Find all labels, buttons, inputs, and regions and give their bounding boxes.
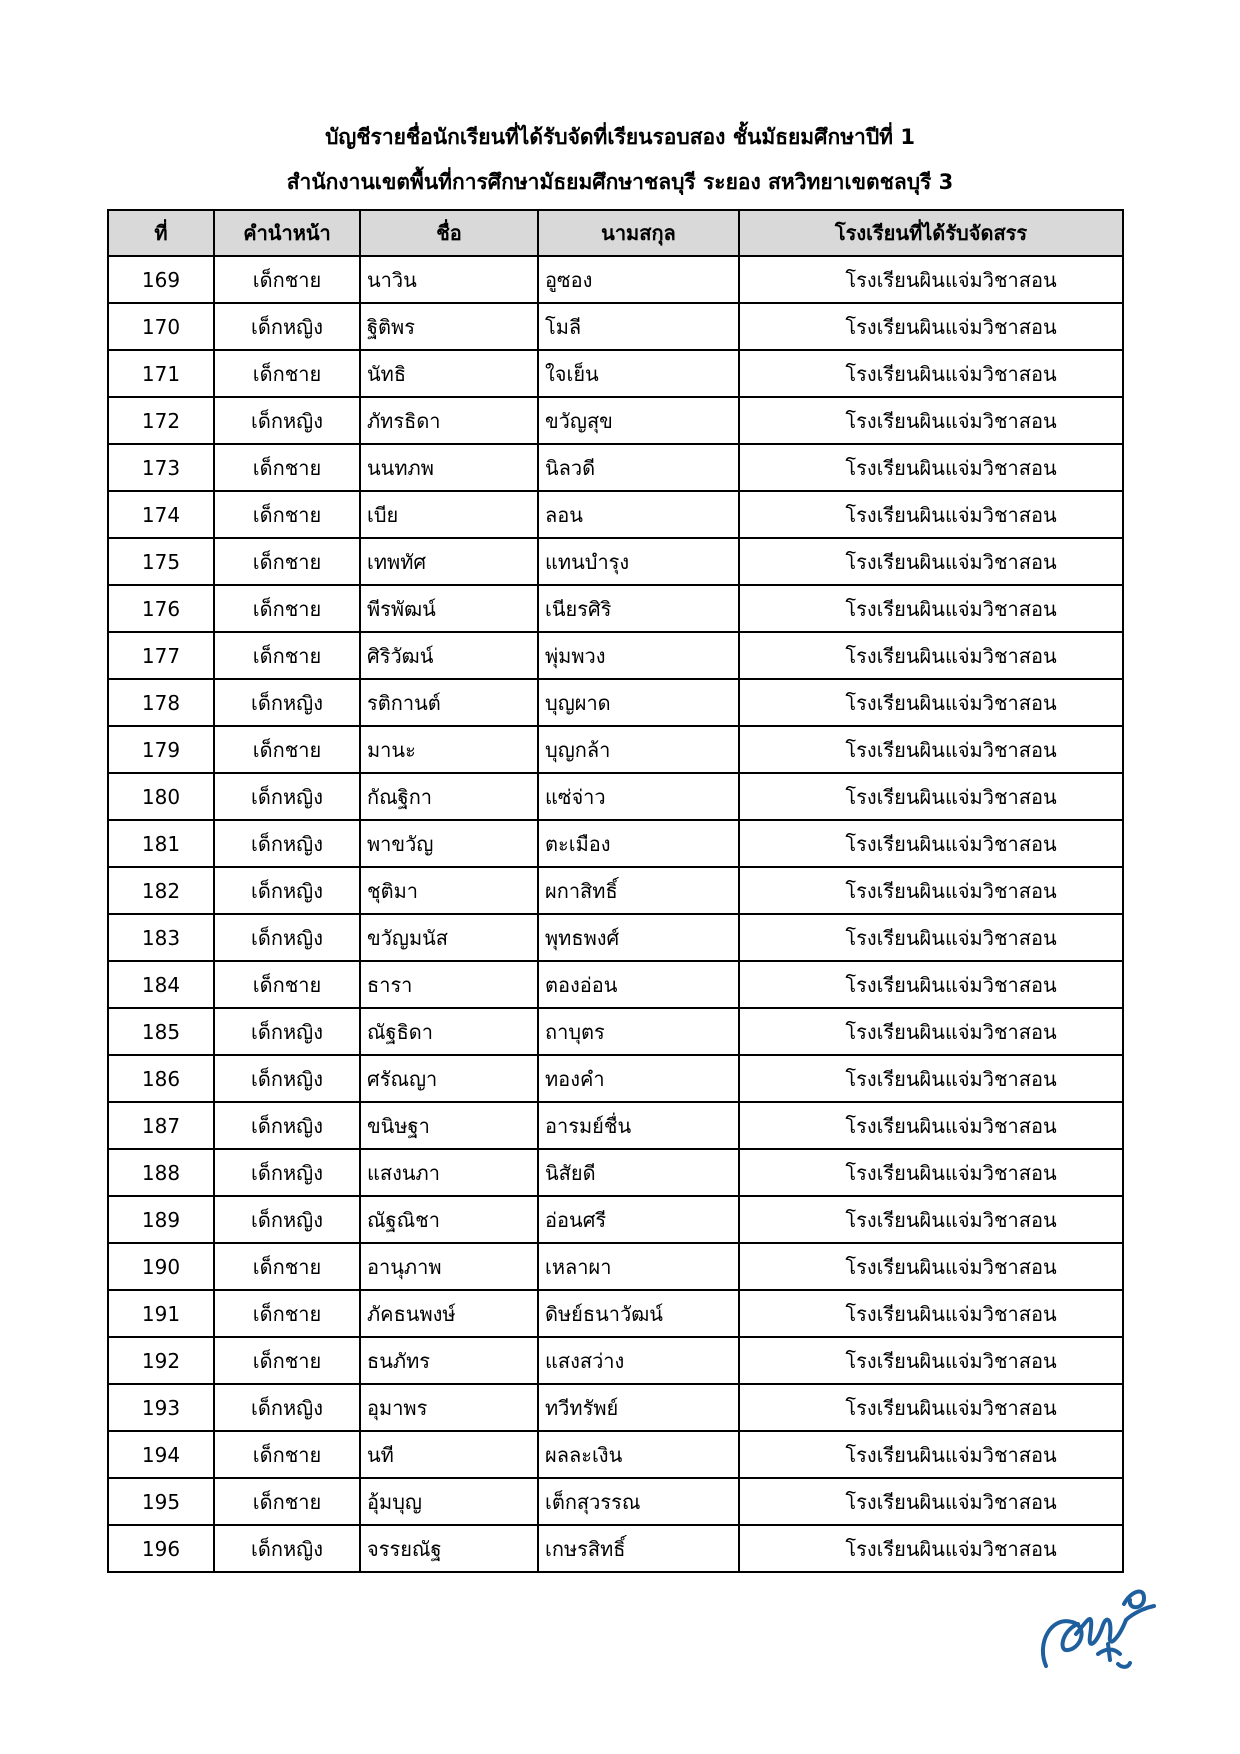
row-first-name: ศรัณญา: [360, 1055, 538, 1102]
table-row: [108, 350, 1123, 397]
row-number: 184: [108, 961, 214, 1008]
row-last-name: แสงสว่าง: [538, 1337, 739, 1384]
row-last-name: อ่อนศรี: [538, 1196, 739, 1243]
row-last-name: ตะเมือง: [538, 820, 739, 867]
row-number: 179: [108, 726, 214, 773]
row-number: 175: [108, 538, 214, 585]
table-row: [108, 1478, 1123, 1525]
row-school: โรงเรียนผินแจ่มวิชาสอน: [739, 1243, 1123, 1290]
row-last-name: ตองอ่อน: [538, 961, 739, 1008]
row-school: โรงเรียนผินแจ่มวิชาสอน: [739, 538, 1123, 585]
student-list-table: [107, 209, 1124, 1573]
table-row: [108, 867, 1123, 914]
row-first-name: ชุติมา: [360, 867, 538, 914]
row-first-name: ขวัญมนัส: [360, 914, 538, 961]
row-prefix: เด็กหญิง: [214, 820, 360, 867]
row-last-name: อารมย์ชื่น: [538, 1102, 739, 1149]
table-row: [108, 444, 1123, 491]
row-number: 187: [108, 1102, 214, 1149]
row-last-name: ใจเย็น: [538, 350, 739, 397]
row-number: 169: [108, 256, 214, 303]
row-prefix: เด็กหญิง: [214, 1149, 360, 1196]
document-title: บัญชีรายชื่อนักเรียนที่ได้รับจัดที่เรียนรอบสอง ชั้นมัธยมศึกษาปีที่ 1: [325, 125, 915, 149]
table-row: [108, 1431, 1123, 1478]
row-last-name: แทนบำรุง: [538, 538, 739, 585]
row-prefix: เด็กหญิง: [214, 1055, 360, 1102]
table-row: [108, 256, 1123, 303]
row-school: โรงเรียนผินแจ่มวิชาสอน: [739, 1525, 1123, 1572]
row-last-name: พุทธพงศ์: [538, 914, 739, 961]
table-row: [108, 1525, 1123, 1572]
table-row: [108, 397, 1123, 444]
row-first-name: พาขวัญ: [360, 820, 538, 867]
table-row: [108, 1384, 1123, 1431]
row-school: โรงเรียนผินแจ่มวิชาสอน: [739, 1055, 1123, 1102]
table-row: [108, 773, 1123, 820]
table-row: [108, 679, 1123, 726]
row-first-name: ณัฐณิชา: [360, 1196, 538, 1243]
row-prefix: เด็กชาย: [214, 632, 360, 679]
row-number: 193: [108, 1384, 214, 1431]
row-first-name: กัณฐิกา: [360, 773, 538, 820]
row-prefix: เด็กหญิง: [214, 397, 360, 444]
table-row: [108, 1243, 1123, 1290]
header-prefix: คำนำหน้า: [214, 210, 360, 256]
row-number: 174: [108, 491, 214, 538]
header-first-name: ชื่อ: [360, 210, 538, 256]
row-school: โรงเรียนผินแจ่มวิชาสอน: [739, 867, 1123, 914]
table-header-row: [108, 210, 1123, 256]
row-first-name: อุมาพร: [360, 1384, 538, 1431]
row-first-name: เทพทัศ: [360, 538, 538, 585]
header-school: โรงเรียนที่ได้รับจัดสรร: [739, 210, 1123, 256]
row-first-name: ณัฐธิดา: [360, 1008, 538, 1055]
row-school: โรงเรียนผินแจ่มวิชาสอน: [739, 350, 1123, 397]
row-school: โรงเรียนผินแจ่มวิชาสอน: [739, 444, 1123, 491]
table-row: [108, 632, 1123, 679]
table-row: [108, 1149, 1123, 1196]
table-row: [108, 1290, 1123, 1337]
row-school: โรงเรียนผินแจ่มวิชาสอน: [739, 679, 1123, 726]
row-number: 183: [108, 914, 214, 961]
row-prefix: เด็กชาย: [214, 1243, 360, 1290]
row-prefix: เด็กหญิง: [214, 773, 360, 820]
row-prefix: เด็กหญิง: [214, 1525, 360, 1572]
row-number: 192: [108, 1337, 214, 1384]
row-last-name: ดิษย์ธนาวัฒน์: [538, 1290, 739, 1337]
row-prefix: เด็กหญิง: [214, 1008, 360, 1055]
row-last-name: โมลี: [538, 303, 739, 350]
row-school: โรงเรียนผินแจ่มวิชาสอน: [739, 820, 1123, 867]
row-prefix: เด็กชาย: [214, 1290, 360, 1337]
row-first-name: เบีย: [360, 491, 538, 538]
row-prefix: เด็กหญิง: [214, 679, 360, 726]
row-first-name: ฐิติพร: [360, 303, 538, 350]
table-row: [108, 538, 1123, 585]
table-row: [108, 491, 1123, 538]
table-row: [108, 1008, 1123, 1055]
row-prefix: เด็กหญิง: [214, 867, 360, 914]
row-first-name: ธนภัทร: [360, 1337, 538, 1384]
row-school: โรงเรียนผินแจ่มวิชาสอน: [739, 585, 1123, 632]
document-subtitle: สำนักงานเขตพื้นที่การศึกษามัธยมศึกษาชลบุรี ระยอง สหวิทยาเขตชลบุรี 3: [286, 170, 954, 194]
table-row: [108, 1196, 1123, 1243]
row-first-name: นัทธิ: [360, 350, 538, 397]
row-school: โรงเรียนผินแจ่มวิชาสอน: [739, 256, 1123, 303]
row-school: โรงเรียนผินแจ่มวิชาสอน: [739, 397, 1123, 444]
row-school: โรงเรียนผินแจ่มวิชาสอน: [739, 1196, 1123, 1243]
row-last-name: นิสัยดี: [538, 1149, 739, 1196]
row-last-name: เนียรศิริ: [538, 585, 739, 632]
row-prefix: เด็กชาย: [214, 1337, 360, 1384]
row-first-name: ภัคธนพงษ์: [360, 1290, 538, 1337]
row-first-name: อุ้มบุญ: [360, 1478, 538, 1525]
row-last-name: แซ่จ่าว: [538, 773, 739, 820]
table-row: [108, 914, 1123, 961]
row-number: 178: [108, 679, 214, 726]
table-row: [108, 820, 1123, 867]
table-row: [108, 1337, 1123, 1384]
row-number: 177: [108, 632, 214, 679]
row-number: 190: [108, 1243, 214, 1290]
row-prefix: เด็กชาย: [214, 444, 360, 491]
table-body: [108, 256, 1123, 1572]
row-last-name: ขวัญสุข: [538, 397, 739, 444]
row-number: 180: [108, 773, 214, 820]
row-prefix: เด็กชาย: [214, 538, 360, 585]
row-school: โรงเรียนผินแจ่มวิชาสอน: [739, 1149, 1123, 1196]
row-prefix: เด็กหญิง: [214, 914, 360, 961]
row-number: 195: [108, 1478, 214, 1525]
row-number: 182: [108, 867, 214, 914]
row-last-name: เหลาผา: [538, 1243, 739, 1290]
row-school: โรงเรียนผินแจ่มวิชาสอน: [739, 1102, 1123, 1149]
row-number: 172: [108, 397, 214, 444]
row-prefix: เด็กชาย: [214, 585, 360, 632]
row-last-name: ทองคำ: [538, 1055, 739, 1102]
row-number: 173: [108, 444, 214, 491]
row-prefix: เด็กชาย: [214, 491, 360, 538]
row-last-name: นิลวดี: [538, 444, 739, 491]
row-school: โรงเรียนผินแจ่มวิชาสอน: [739, 726, 1123, 773]
row-prefix: เด็กหญิง: [214, 1384, 360, 1431]
table-row: [108, 961, 1123, 1008]
row-last-name: ลอน: [538, 491, 739, 538]
row-number: 181: [108, 820, 214, 867]
row-number: 185: [108, 1008, 214, 1055]
row-school: โรงเรียนผินแจ่มวิชาสอน: [739, 1478, 1123, 1525]
row-first-name: นนทภพ: [360, 444, 538, 491]
row-last-name: เกษรสิทธิ์: [538, 1525, 739, 1572]
row-first-name: อานุภาพ: [360, 1243, 538, 1290]
row-prefix: เด็กชาย: [214, 961, 360, 1008]
row-school: โรงเรียนผินแจ่มวิชาสอน: [739, 303, 1123, 350]
row-first-name: ภัทรธิดา: [360, 397, 538, 444]
row-last-name: ถาบุตร: [538, 1008, 739, 1055]
row-first-name: มานะ: [360, 726, 538, 773]
row-first-name: จรรยณัฐ: [360, 1525, 538, 1572]
row-school: โรงเรียนผินแจ่มวิชาสอน: [739, 491, 1123, 538]
row-number: 170: [108, 303, 214, 350]
row-first-name: ศิริวัฒน์: [360, 632, 538, 679]
row-school: โรงเรียนผินแจ่มวิชาสอน: [739, 1431, 1123, 1478]
row-first-name: ขนิษฐา: [360, 1102, 538, 1149]
row-first-name: แสงนภา: [360, 1149, 538, 1196]
row-school: โรงเรียนผินแจ่มวิชาสอน: [739, 914, 1123, 961]
row-number: 191: [108, 1290, 214, 1337]
row-school: โรงเรียนผินแจ่มวิชาสอน: [739, 1337, 1123, 1384]
row-prefix: เด็กหญิง: [214, 303, 360, 350]
row-number: 188: [108, 1149, 214, 1196]
row-first-name: นาวิน: [360, 256, 538, 303]
header-last-name: นามสกุล: [538, 210, 739, 256]
row-school: โรงเรียนผินแจ่มวิชาสอน: [739, 773, 1123, 820]
row-last-name: ทวีทรัพย์: [538, 1384, 739, 1431]
row-school: โรงเรียนผินแจ่มวิชาสอน: [739, 961, 1123, 1008]
row-prefix: เด็กชาย: [214, 1478, 360, 1525]
row-number: 186: [108, 1055, 214, 1102]
header-no: ที่: [108, 210, 214, 256]
row-prefix: เด็กชาย: [214, 1431, 360, 1478]
row-number: 189: [108, 1196, 214, 1243]
row-last-name: บุญกล้า: [538, 726, 739, 773]
row-first-name: รติกานต์: [360, 679, 538, 726]
row-last-name: เต็กสุวรรณ: [538, 1478, 739, 1525]
row-number: 176: [108, 585, 214, 632]
row-prefix: เด็กหญิง: [214, 1196, 360, 1243]
row-first-name: พีรพัฒน์: [360, 585, 538, 632]
row-number: 194: [108, 1431, 214, 1478]
row-number: 171: [108, 350, 214, 397]
row-school: โรงเรียนผินแจ่มวิชาสอน: [739, 632, 1123, 679]
row-number: 196: [108, 1525, 214, 1572]
row-prefix: เด็กชาย: [214, 256, 360, 303]
row-first-name: นที: [360, 1431, 538, 1478]
table-row: [108, 1055, 1123, 1102]
row-prefix: เด็กหญิง: [214, 1102, 360, 1149]
row-last-name: บุญผาด: [538, 679, 739, 726]
row-first-name: ธารา: [360, 961, 538, 1008]
row-prefix: เด็กชาย: [214, 726, 360, 773]
row-school: โรงเรียนผินแจ่มวิชาสอน: [739, 1384, 1123, 1431]
row-school: โรงเรียนผินแจ่มวิชาสอน: [739, 1290, 1123, 1337]
table-row: [108, 726, 1123, 773]
table-row: [108, 585, 1123, 632]
row-prefix: เด็กชาย: [214, 350, 360, 397]
signature: [1032, 1564, 1162, 1674]
row-last-name: ผกาสิทธิ์: [538, 867, 739, 914]
row-last-name: พุ่มพวง: [538, 632, 739, 679]
table-row: [108, 303, 1123, 350]
table-row: [108, 1102, 1123, 1149]
row-last-name: ผลละเงิน: [538, 1431, 739, 1478]
row-last-name: อูซอง: [538, 256, 739, 303]
row-school: โรงเรียนผินแจ่มวิชาสอน: [739, 1008, 1123, 1055]
